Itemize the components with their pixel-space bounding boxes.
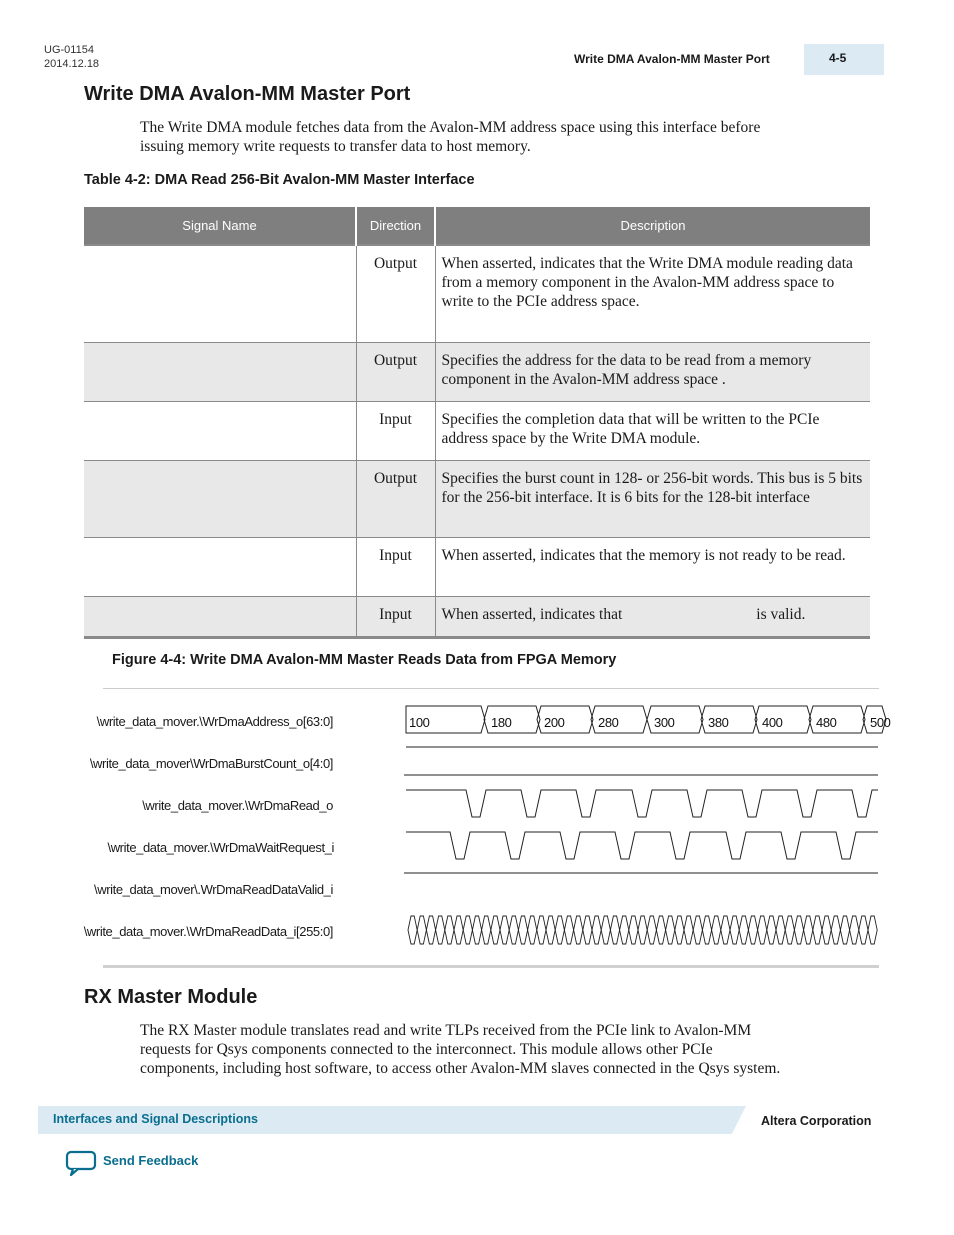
table-row <box>84 342 870 401</box>
readdata-bus-segment <box>748 916 757 944</box>
readdata-bus-segment <box>813 916 822 944</box>
cell-description: Specifies the address for the data to be read from a memory component in the Avalon-MM address space . <box>435 342 870 401</box>
readdata-bus-segment <box>592 916 601 944</box>
readdata-bus-segment <box>436 916 445 944</box>
readdata-bus-segment <box>537 916 546 944</box>
readdata-bus-segment <box>583 916 592 944</box>
signal-label-address: \write_data_mover.\WrDmaAddress_o[63:0] <box>96 714 333 729</box>
readdata-bus-segment <box>472 916 481 944</box>
paragraph-line: components, including host software, to access other Avalon-MM slaves connected in the Qsys system. <box>140 1060 781 1077</box>
section-paragraph-write-dma <box>140 118 860 156</box>
readdata-bus-segment <box>785 916 794 944</box>
readdata-bus-segment <box>491 916 500 944</box>
readdata-bus-segment <box>721 916 730 944</box>
document-id: UG-01154 <box>44 44 94 56</box>
page-number: 4-5 <box>829 51 847 65</box>
section-paragraph-rx-master <box>140 1021 880 1078</box>
figure-top-rule <box>103 688 879 689</box>
readdata-bus-segment <box>767 916 776 944</box>
table-row <box>84 460 870 537</box>
read-waveform <box>406 790 878 817</box>
signal-label-readdatavalid: \write_data_mover\.WrDmaReadDataValid_i <box>94 882 333 897</box>
readdata-bus-segment <box>408 916 417 944</box>
signal-label-waitrequest: \write_data_mover.\WrDmaWaitRequest_i <box>107 840 334 855</box>
cell-signal <box>84 401 356 460</box>
footer-company: Altera Corporation <box>761 1114 872 1128</box>
address-value-label: 180 <box>491 715 512 730</box>
readdata-bus-segment <box>730 916 739 944</box>
readdata-bus-segment <box>702 916 711 944</box>
readdata-bus-segment <box>629 916 638 944</box>
cell-direction: Output <box>356 460 435 537</box>
readdata-bus-segment <box>463 916 472 944</box>
table-row <box>84 596 870 636</box>
cell-direction: Input <box>356 401 435 460</box>
table-row <box>84 245 870 342</box>
address-value-label: 280 <box>598 715 619 730</box>
address-value-label: 380 <box>708 715 729 730</box>
readdata-bus-segment <box>794 916 803 944</box>
readdata-bus-segment <box>693 916 702 944</box>
readdata-bus-segment <box>804 916 813 944</box>
cell-signal <box>84 342 356 401</box>
readdata-bus-segment <box>518 916 527 944</box>
cell-description: When asserted, indicates that the Write DMA module reading data from a memory component in the Avalon-MM address space to write to the PCIe address space. <box>435 245 870 342</box>
header-signal-name: Signal Name <box>84 207 356 245</box>
cell-signal <box>84 596 356 636</box>
description-part: When asserted, indicates that <box>441 605 623 623</box>
readdata-bus-segment <box>776 916 785 944</box>
readdata-bus-segment <box>647 916 656 944</box>
readdata-bus-segment <box>445 916 454 944</box>
table-caption: Table 4-2: DMA Read 256-Bit Avalon-MM Master Interface <box>84 172 475 188</box>
signal-label-read: \write_data_mover.\WrDmaRead_o <box>142 798 333 813</box>
readdata-bus-segment <box>840 916 849 944</box>
readdata-bus-segment <box>564 916 573 944</box>
cell-direction: Output <box>356 342 435 401</box>
readdata-bus-segment <box>638 916 647 944</box>
document-id-block <box>44 43 99 71</box>
address-value-label: 500 <box>870 715 891 730</box>
paragraph-line: The RX Master module translates read and write TLPs received from the PCIe link to Avalon-MM <box>140 1022 752 1039</box>
cell-description: Specifies the burst count in 128- or 256-bit words. This bus is 5 bits for the 256-bit interface. It is 6 bits for the 128-bit interface <box>435 460 870 537</box>
address-value-label: 480 <box>816 715 837 730</box>
readdata-bus-segment <box>675 916 684 944</box>
header-direction: Direction <box>356 207 435 245</box>
header-description: Description <box>435 207 870 245</box>
figure-bottom-rule <box>103 965 879 968</box>
feedback-bubble-icon[interactable] <box>65 1150 97 1176</box>
cell-direction: Output <box>356 245 435 342</box>
address-value-label: 400 <box>762 715 783 730</box>
running-title: Write DMA Avalon-MM Master Port <box>574 52 770 66</box>
paragraph-line: The Write DMA module fetches data from the Avalon-MM address space using this interface before <box>140 119 761 136</box>
table-header-row <box>84 207 870 245</box>
footer-chapter-link[interactable]: Interfaces and Signal Descriptions <box>53 1112 258 1126</box>
readdata-bus-segment <box>426 916 435 944</box>
cell-direction: Input <box>356 537 435 596</box>
readdata-bus-segment <box>417 916 426 944</box>
readdata-bus-segment <box>500 916 509 944</box>
table-row <box>84 537 870 596</box>
readdata-bus-segment <box>601 916 610 944</box>
readdata-bus-segment <box>850 916 859 944</box>
readdata-bus-segment <box>574 916 583 944</box>
readdata-bus-segment <box>555 916 564 944</box>
timing-waveform <box>400 700 900 950</box>
readdata-bus-segment <box>822 916 831 944</box>
readdata-bus-segment <box>509 916 518 944</box>
table-row <box>84 401 870 460</box>
cell-direction: Input <box>356 596 435 636</box>
address-value-label: 300 <box>654 715 675 730</box>
readdata-bus-segment <box>656 916 665 944</box>
figure-caption: Figure 4-4: Write DMA Avalon-MM Master Reads Data from FPGA Memory <box>112 652 617 668</box>
readdata-bus-segment <box>868 916 877 944</box>
waitrequest-waveform <box>406 832 878 859</box>
signal-label-burstcount: \write_data_mover\WrDmaBurstCount_o[4:0] <box>89 756 333 771</box>
cell-signal <box>84 460 356 537</box>
readdata-bus-segment <box>610 916 619 944</box>
address-value-label: 200 <box>544 715 565 730</box>
cell-signal <box>84 245 356 342</box>
signal-label-readdata: \write_data_mover.\WrDmaReadData_i[255:0] <box>83 924 333 939</box>
description-part: is valid. <box>756 605 806 623</box>
address-bus-waveform <box>406 706 886 747</box>
paragraph-line: issuing memory write requests to transfer data to host memory. <box>140 138 531 155</box>
readdata-bus-segment <box>758 916 767 944</box>
readdata-bus-segment <box>482 916 491 944</box>
readdata-bus-segment <box>712 916 721 944</box>
readdata-bus-waveform <box>408 916 877 944</box>
section-title-write-dma: Write DMA Avalon-MM Master Port <box>84 83 411 105</box>
section-title-rx-master: RX Master Module <box>84 986 258 1008</box>
cell-description <box>435 596 870 636</box>
send-feedback-link[interactable]: Send Feedback <box>103 1153 199 1168</box>
readdata-bus-segment <box>666 916 675 944</box>
signal-table <box>84 207 870 636</box>
readdata-bus-segment <box>859 916 868 944</box>
cell-description: When asserted, indicates that the memory is not ready to be read. <box>435 537 870 596</box>
readdata-bus-segment <box>546 916 555 944</box>
readdata-bus-segment <box>528 916 537 944</box>
table-bottom-rule <box>84 636 870 639</box>
document-date: 2014.12.18 <box>44 58 100 70</box>
cell-description: Specifies the completion data that will be written to the PCIe address space by the Write DMA module. <box>435 401 870 460</box>
readdata-bus-segment <box>831 916 840 944</box>
readdata-bus-segment <box>684 916 693 944</box>
readdata-bus-segment <box>739 916 748 944</box>
address-value-label: 100 <box>409 715 430 730</box>
paragraph-line: requests for Qsys components connected to the interconnect. This module allows other PCIe <box>140 1041 713 1058</box>
cell-signal <box>84 537 356 596</box>
readdata-bus-segment <box>454 916 463 944</box>
readdata-bus-segment <box>620 916 629 944</box>
